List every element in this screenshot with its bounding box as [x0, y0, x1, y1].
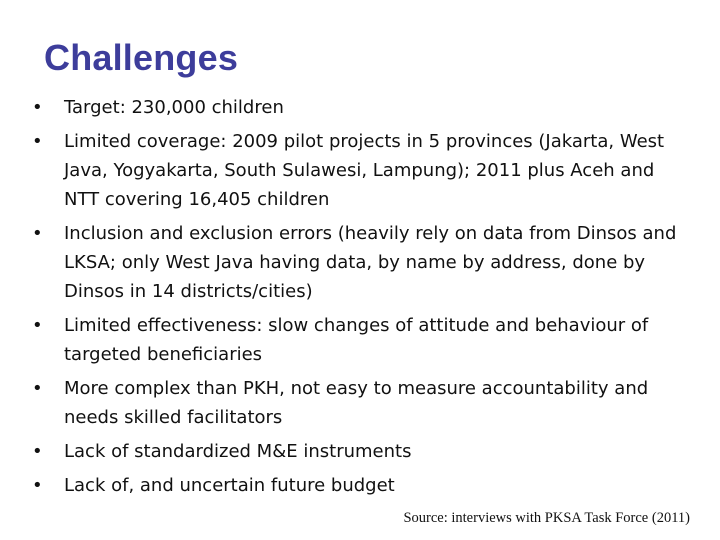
bullet-item [30, 374, 690, 432]
bullet-text: More complex than PKH, not easy to measure accountability and needs skilled facilitators [64, 378, 649, 428]
bullet-dot-icon: • [32, 475, 43, 496]
bullet-dot-icon: • [32, 223, 43, 244]
bullet-text: Target: 230,000 children [64, 97, 284, 118]
bullet-list [30, 93, 690, 505]
bullet-item [30, 437, 690, 466]
bullet-dot-icon: • [32, 441, 43, 462]
bullet-dot-icon: • [32, 97, 43, 118]
bullet-text: Lack of standardized M&E instruments [64, 441, 412, 462]
bullet-dot-icon: • [32, 378, 43, 399]
bullet-text: Limited effectiveness: slow changes of attitude and behaviour of targeted beneficiaries [64, 315, 649, 365]
source-citation: Source: interviews with PKSA Task Force (2011) [403, 510, 690, 526]
bullet-item [30, 127, 690, 214]
bullet-text: Lack of, and uncertain future budget [64, 475, 395, 496]
bullet-text: Inclusion and exclusion errors (heavily rely on data from Dinsos and LKSA; only West Java having data, by name by address, done by Dinsos in 14 districts/cities) [64, 223, 677, 302]
slide-title: Challenges [44, 37, 239, 78]
bullet-item [30, 471, 690, 500]
bullet-item [30, 219, 690, 306]
bullet-text: Limited coverage: 2009 pilot projects in 5 provinces (Jakarta, West Java, Yogyakarta, South Sulawesi, Lampung); 2011 plus Aceh and NTT covering 16,405 children [64, 131, 665, 210]
bullet-item [30, 93, 690, 122]
bullet-item [30, 311, 690, 369]
bullet-dot-icon: • [32, 315, 43, 336]
bullet-dot-icon: • [32, 131, 43, 152]
